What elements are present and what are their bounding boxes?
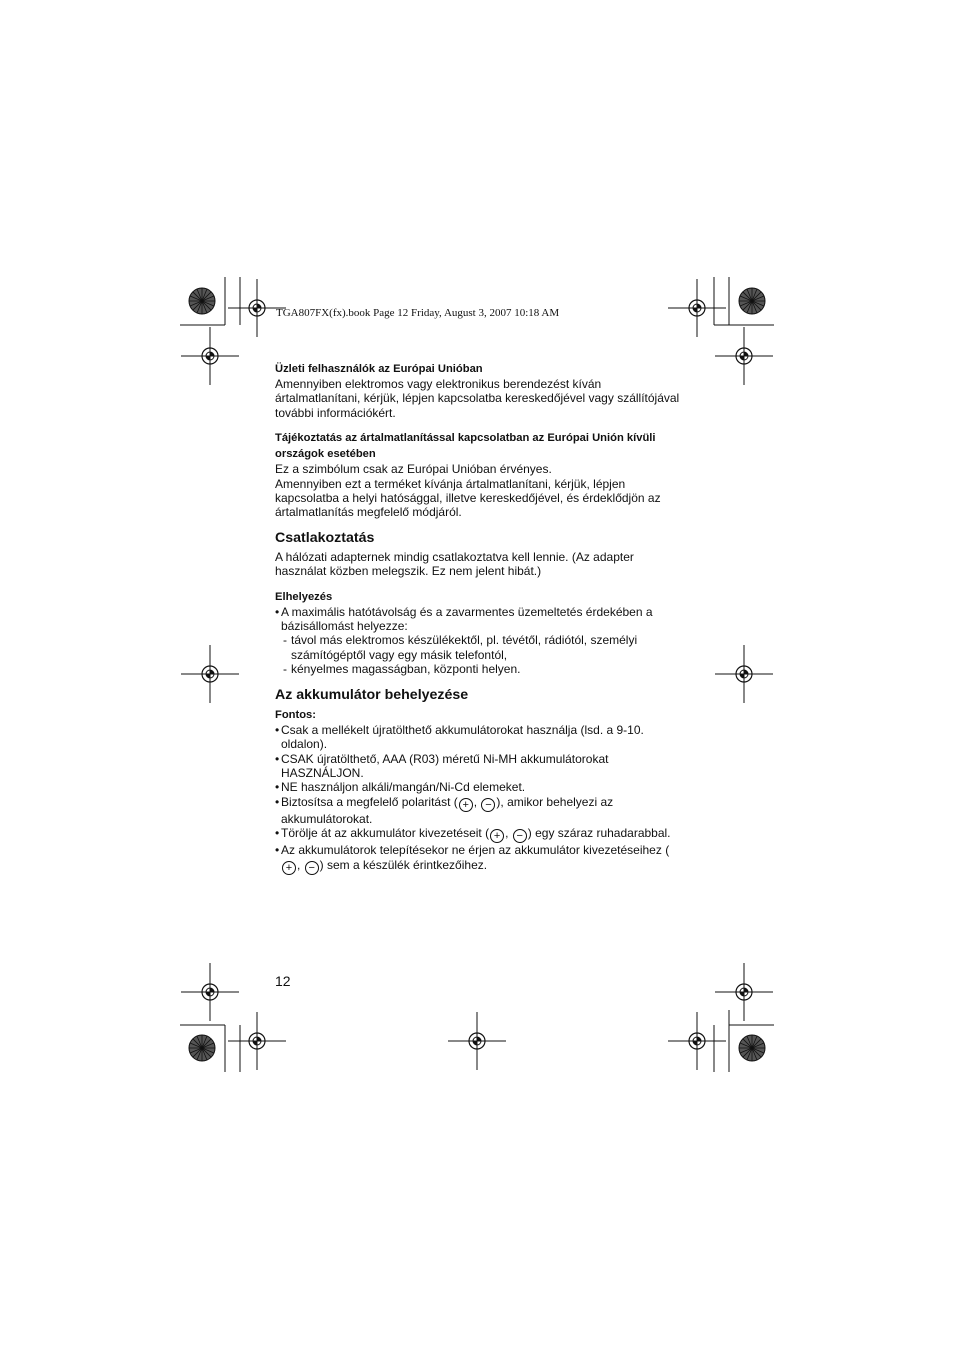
page-content <box>275 361 685 875</box>
battery-bullet-4-pre: Biztosítsa a megfelelő polaritást ( <box>281 794 458 809</box>
comma: , <box>473 794 481 809</box>
battery-list <box>275 723 685 875</box>
battery-bullet-4 <box>275 795 685 826</box>
comma: , <box>505 826 512 841</box>
battery-bullet-3: • NE használjon alkáli/mangán/Ni-Cd elemeket. <box>275 780 685 794</box>
connection-text: A hálózati adapternek mindig csatlakoztatva kell lennie. (Az adapter használat közben melegszik. Ez nem jelent hibát.) <box>275 549 634 579</box>
minus-polarity-icon: − <box>305 861 319 875</box>
minus-polarity-icon: − <box>513 829 527 843</box>
placement-bullet: • A maximális hatótávolság és a zavarmentes üzemeltetés érdekében a bázisállomást helyezze: <box>275 605 685 634</box>
placement-heading: Elhelyezés <box>275 590 333 603</box>
battery-heading: Az akkumulátor behelyezése <box>275 686 469 703</box>
file-header: TGA807FX(fx).book Page 12 Friday, August 3, 2007 10:18 AM <box>276 307 560 319</box>
eu-business-text: Amennyiben elektromos vagy elektronikus berendezést kíván ártalmatlanítani, kérjük, lépjen kapcsolatba kereskedőjével vagy szállítójával további információkért. <box>275 377 680 420</box>
battery-bullet-6-pre: Az akkumulátorok telepítésekor ne érjen az akkumulátor kivezetéseihez ( <box>281 843 670 858</box>
battery-bullet-1: • Csak a mellékelt újratölthető akkumulátorokat használja (lsd. a 9-10. oldalon). <box>275 723 685 752</box>
comma: , <box>297 857 304 872</box>
battery-bullet-6 <box>275 843 685 874</box>
battery-bullet-5-post: ) egy száraz ruhadarabbal. <box>527 826 671 841</box>
page-number: 12 <box>275 973 291 989</box>
connection-heading: Csatlakoztatás <box>275 529 375 546</box>
non-eu-line-2: Amennyiben ezt a terméket kívánja ártalmatlanítani, kérjük, lépjen kapcsolatba a helyi hatósággal, illetve kereskedőjével, és érdeklődjön az ártalmatlanítás megfelelő módjáról. <box>275 476 661 520</box>
placement-dash-1: - távol más elektromos készülékektől, pl. tévétől, rádiótól, személyi számítógéptől vagy egy másik telefontól, <box>275 633 685 662</box>
non-eu-heading: Tájékoztatás az ártalmatlanítással kapcsolatban az Európai Unión kívüli országok esetében <box>275 432 656 461</box>
plus-polarity-icon: + <box>459 798 473 812</box>
minus-polarity-icon: − <box>481 798 495 812</box>
non-eu-line-1: Ez a szimbólum csak az Európai Unióban érvényes. <box>275 462 552 477</box>
placement-list <box>275 605 685 677</box>
battery-bullet-4-post: ), amikor behelyezi az akkumulátorokat. <box>281 794 614 826</box>
battery-bullet-2: • CSAK újratölthető, AAA (R03) méretű Ni-MH akkumulátorokat HASZNÁLJON. <box>275 752 685 781</box>
eu-business-heading: Üzleti felhasználók az Európai Unióban <box>275 363 483 375</box>
plus-polarity-icon: + <box>490 829 504 843</box>
battery-important-label: Fontos: <box>275 708 317 721</box>
placement-dash-2: - kényelmes magasságban, központi helyen. <box>275 662 685 676</box>
plus-polarity-icon: + <box>282 861 296 875</box>
battery-bullet-5-pre: Törölje át az akkumulátor kivezetéseit ( <box>281 826 490 841</box>
battery-bullet-5 <box>275 826 685 843</box>
battery-bullet-6-post: ) sem a készülék érintkezőihez. <box>319 857 488 872</box>
